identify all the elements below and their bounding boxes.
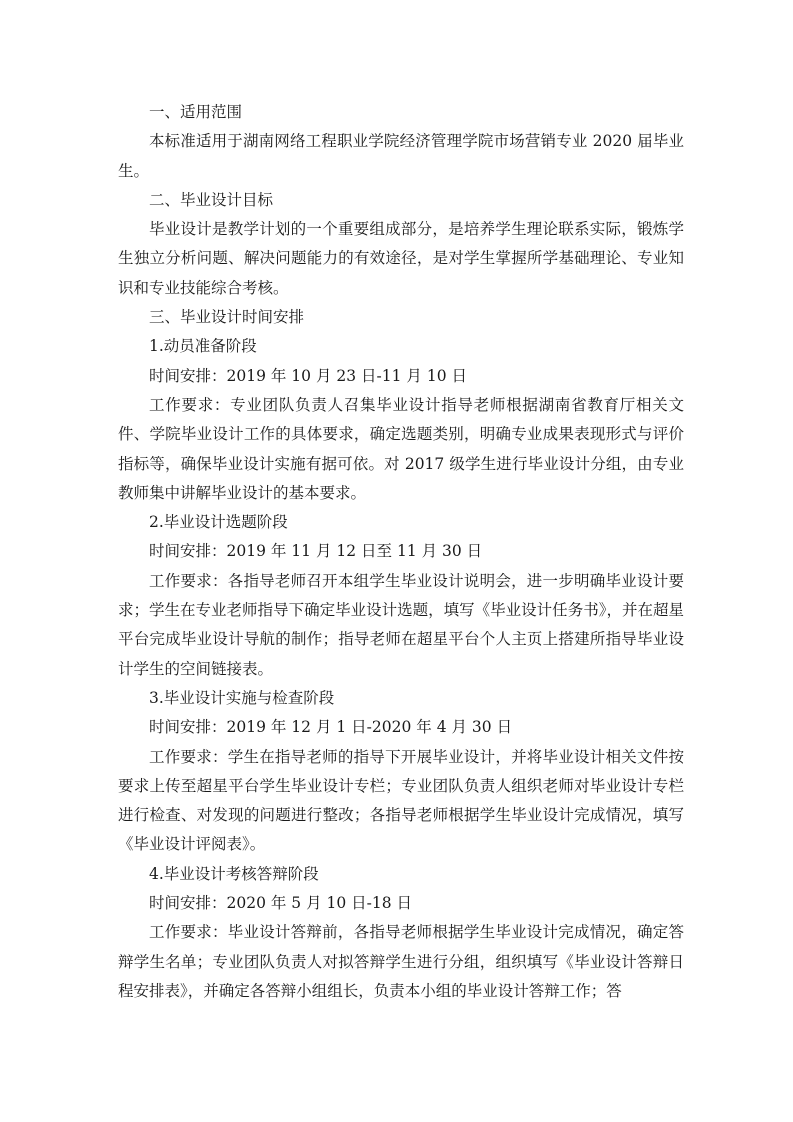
stage-4-requirements: 工作要求：毕业设计答辩前，各指导老师根据学生毕业设计完成情况，确定答辩学生名单；专业团队负责人对拟答辩学生进行分组，组织填写《毕业设计答辩日程安排表》，并确定各答辩小组组长，负责本小组的毕业设计答辩工作；答 [118,923,684,1000]
scope-paragraph: 本标准适用于湖南网络工程职业学院经济管理学院市场营销专业 2020 届毕业生。 [118,132,684,180]
section-heading-scope: 一、适用范围 [149,103,243,121]
stage-3-requirements: 工作要求：学生在指导老师的指导下开展毕业设计，并将毕业设计相关文件按要求上传至超星平台学生毕业设计专栏；专业团队负责人组织老师对毕业设计专栏进行检查、对发现的问题进行整改；各指导老师根据学生毕业设计完成情况，填写《毕业设计评阅表》。 [118,747,684,854]
document-body [118,98,684,1006]
stage-1-heading: 1.动员准备阶段 [149,337,257,356]
stage-4-time: 时间安排：2020 年 5 月 10 日-18 日 [149,894,413,913]
section-heading-goal: 二、毕业设计目标 [149,190,274,209]
stage-2-requirements: 工作要求：各指导老师召开本组学生毕业设计说明会，进一步明确毕业设计要求；学生在专业老师指导下确定毕业设计选题，填写《毕业设计任务书》，并在超星平台完成毕业设计导航的制作；指导老师在超星平台个人主页上搭建所指导毕业设计学生的空间链接表。 [118,571,684,678]
stage-1-time: 时间安排：2019 年 10 月 23 日-11 月 10 日 [149,366,467,385]
stage-1-requirements: 工作要求：专业团队负责人召集毕业设计指导老师根据湖南省教育厅相关文件、学院毕业设计工作的具体要求，确定选题类别，明确专业成果表现形式与评价指标等，确保毕业设计实施有据可依。对 2017 级学生进行毕业设计分组，由专业教师集中讲解毕业设计的基本要求。 [118,395,684,502]
stage-3-time: 时间安排：2019 年 12 月 1 日-2020 年 4 月 30 日 [149,718,513,737]
stage-2-heading: 2.毕业设计选题阶段 [149,513,288,532]
stage-3-heading: 3.毕业设计实施与检查阶段 [149,688,335,707]
goal-paragraph: 毕业设计是教学计划的一个重要组成部分，是培养学生理论联系实际，锻炼学生独立分析问题、解决问题能力的有效途径，是对学生掌握所学基础理论、专业知识和专业技能综合考核。 [118,220,684,297]
stage-2-time: 时间安排：2019 年 11 月 12 日至 11 月 30 日 [149,542,483,561]
stage-4-heading: 4.毕业设计考核答辩阶段 [149,864,319,883]
section-heading-schedule: 三、毕业设计时间安排 [149,308,305,327]
